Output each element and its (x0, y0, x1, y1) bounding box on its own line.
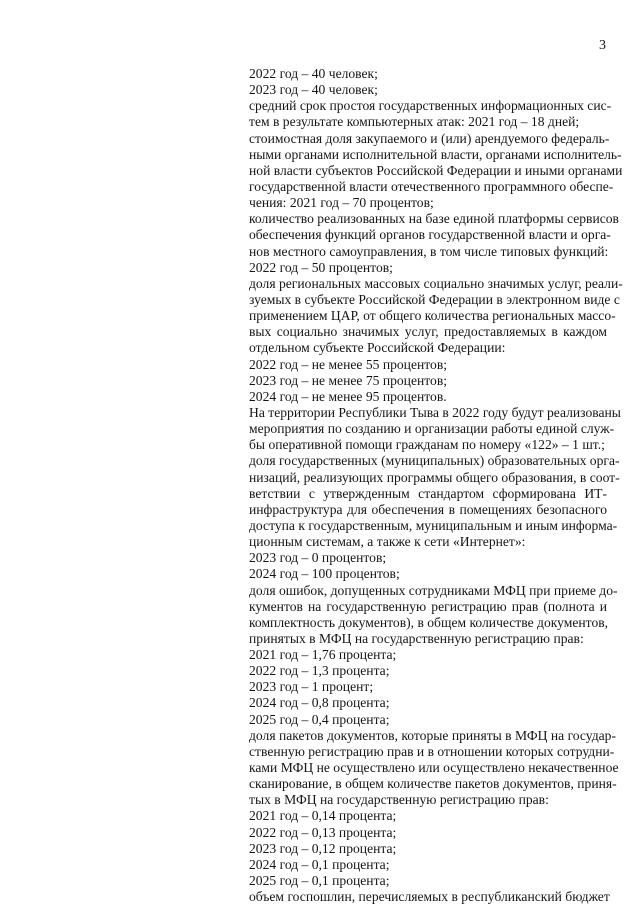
text-line: ционным системам, а также к сети «Интернет»: (249, 534, 526, 550)
text-line: доля региональных массовых социально значимых услуг, реали- (249, 275, 623, 291)
text-line: ной власти субъектов Российской Федерации и иными органами (249, 162, 623, 178)
text-line: средний срок простоя государственных информационных сис- (249, 98, 612, 114)
text-line: государственной власти отечественного программного обеспе- (249, 178, 614, 194)
text-line: ными органами исполнительной власти, органами исполнитель- (249, 146, 622, 162)
text-line: 2023 год – 0 процентов; (249, 550, 387, 566)
text-line: ственную регистрацию прав и в отношении которых сотрудни- (249, 743, 615, 759)
text-line: доля пакетов документов, которые приняты в МФЦ на государ- (249, 727, 617, 743)
page-number: 3 (599, 38, 606, 53)
text-line: 2025 год – 0,1 процента; (249, 873, 390, 889)
text-line: тых в МФЦ на государственную регистрацию прав: (249, 792, 549, 808)
text-line: 2022 год – не менее 55 процентов; (249, 356, 448, 372)
text-line: 2021 год – 1,76 процента; (249, 647, 397, 663)
document-body (249, 66, 623, 905)
text-line: 2021 год – 0,14 процента; (249, 808, 397, 824)
text-line: 2024 год – 0,1 процента; (249, 856, 390, 872)
text-line: вых социально значимых услуг, предоставляемых в каждом (249, 324, 607, 340)
text-line: применением ЦАР, от общего количества региональных массо- (249, 308, 616, 324)
text-line: доступа к государственным, муниципальным и иным информа- (249, 517, 618, 533)
text-line: 2022 год – 50 процентов; (249, 259, 393, 275)
text-line: 2023 год – 0,12 процента; (249, 840, 397, 856)
text-line: количество реализованных на базе единой платформы сервисов (249, 211, 619, 227)
text-line: отдельном субъекте Российской Федерации: (249, 340, 506, 356)
text-line: зуемых в субъекте Российской Федерации в электронном виде с (249, 291, 620, 307)
text-line: стоимостная доля закупаемого и (или) арендуемого федераль- (249, 130, 610, 146)
text-line: нов местного самоуправления, в том числе типовых функций: (249, 243, 609, 259)
text-line: 2024 год – 0,8 процента; (249, 695, 390, 711)
text-line: доля ошибок, допущенных сотрудниками МФЦ при приеме до- (249, 582, 618, 598)
text-line: 2023 год – 40 человек; (249, 82, 378, 98)
text-line: ветствии с утвержденным стандартом сформирована ИТ- (249, 485, 607, 501)
text-line: сканирование, в общем количестве пакетов документов, приня- (249, 776, 617, 792)
text-line: 2024 год – не менее 95 процентов. (249, 388, 447, 404)
text-line: чения: 2021 год – 70 процентов; (249, 195, 434, 211)
text-line: 2024 год – 100 процентов; (249, 566, 400, 582)
text-line: объем госпошлин, перечисляемых в республиканский бюджет (249, 889, 610, 905)
text-line: 2023 год – не менее 75 процентов; (249, 372, 448, 388)
text-line: кументов на государственную регистрацию прав (полнота и (249, 598, 607, 614)
text-line: 2023 год – 1 процент; (249, 679, 374, 695)
text-line: обеспечения функций органов государственной власти и орга- (249, 227, 611, 243)
text-line: 2022 год – 0,13 процента; (249, 824, 397, 840)
text-line: бы оперативной помощи гражданам по номеру «122» – 1 шт.; (249, 437, 605, 453)
text-line: 2025 год – 0,4 процента; (249, 711, 390, 727)
text-line: низаций, реализующих программы общего образования, в соот- (249, 469, 620, 485)
text-line: инфраструктура для обеспечения в помещениях безопасного (249, 501, 607, 517)
text-line: 2022 год – 1,3 процента; (249, 663, 390, 679)
text-line: 2022 год – 40 человек; (249, 66, 378, 81)
text-line: комплектность документов), в общем количестве документов, (249, 614, 609, 630)
text-line: доля государственных (муниципальных) образовательных орга- (249, 453, 620, 469)
text-line: ками МФЦ не осуществлено или осуществлено некачественное (249, 760, 619, 776)
text-line: На территории Республики Тыва в 2022 году будут реализованы (249, 404, 621, 420)
text-line: мероприятия по созданию и организации работы единой служ- (249, 421, 615, 437)
text-line: принятых в МФЦ на государственную регистрацию прав: (249, 630, 584, 646)
text-line: тем в результате компьютерных атак: 2021 год – 18 дней; (249, 114, 580, 130)
